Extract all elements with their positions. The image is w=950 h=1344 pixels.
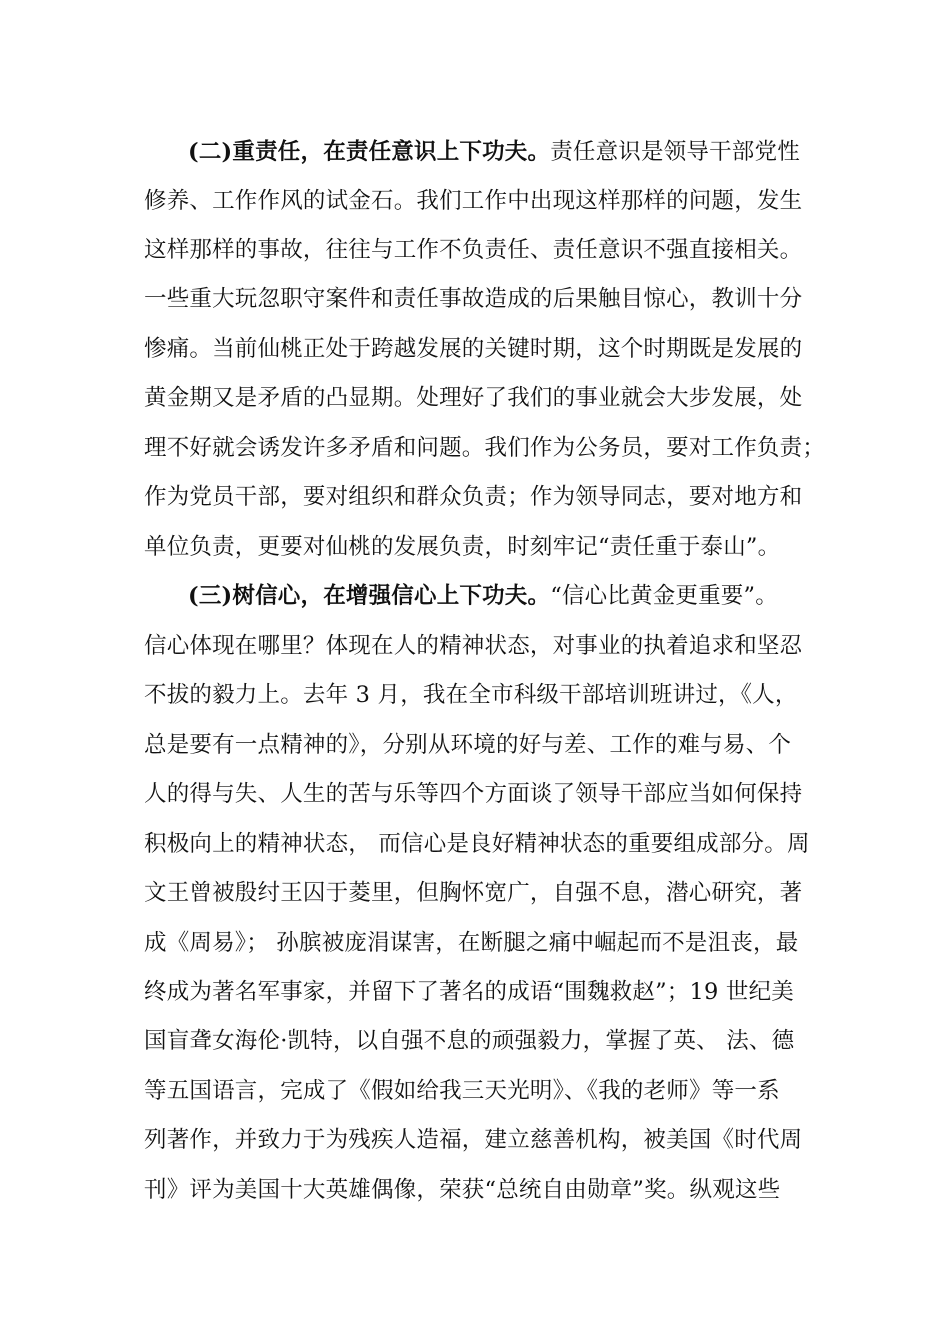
- section2-line-7: 作为党员干部，要对组织和群众负责；作为领导同志，要对地方和: [144, 484, 803, 510]
- section3-line-6: 文王曾被殷纣王囚于菱里，但胸怀宽广，自强不息，潜心研究，著: [144, 880, 803, 906]
- section2-line-6: 理不好就会诱发许多矛盾和问题。我们作为公务员，要对工作负责；: [144, 435, 826, 461]
- section2-line-1: 修养、工作作风的试金石。我们工作中出现这样那样的问题，发生: [144, 188, 803, 214]
- section2-first-line: [188, 137, 858, 167]
- section2-line-3: 一些重大玩忽职守案件和责任事故造成的后果触目惊心，教训十分: [144, 286, 803, 312]
- section3-line-8: 终成为著名军事家，并留下了著名的成语“围魏救赵”；19 世纪美: [144, 979, 794, 1005]
- section2-line-4: 惨痛。当前仙桃正处于跨越发展的关键时期，这个时期既是发展的: [144, 336, 803, 362]
- section3-line-4: 人的得与失、人生的苦与乐等四个方面谈了领导干部应当如何保持: [144, 781, 803, 807]
- section3-line-11: 列著作，并致力于为残疾人造福，建立慈善机构，被美国《时代周: [144, 1127, 803, 1153]
- section3-line-10: 等五国语言，完成了《假如给我三天光明》、《我的老师》等一系: [144, 1078, 780, 1104]
- section3-line-3: 总是要有一点精神的》，分别从环境的好与差、工作的难与易、个: [144, 732, 792, 758]
- section3-heading: (三)树信心，在增强信心上下功夫。: [188, 583, 551, 609]
- section3-line-0: “信心比黄金更重要”。: [550, 583, 778, 609]
- section3-line-12: 刊》评为美国十大英雄偶像，荣获“总统自由勋章”奖。纵观这些: [144, 1177, 781, 1203]
- section3-line-2: 不拔的毅力上。去年 3 月，我在全市科级干部培训班讲过，《人，: [144, 682, 798, 708]
- section3-line-5: 积极向上的精神状态， 而信心是良好精神状态的重要组成部分。周: [144, 831, 810, 857]
- section2-line-8: 单位负责，更要对仙桃的发展负责，时刻牢记“责任重于泰山”。: [144, 534, 781, 560]
- section2-line-5: 黄金期又是矛盾的凸显期。处理好了我们的事业就会大步发展，处: [144, 385, 803, 411]
- section2-heading: (二)重责任，在责任意识上下功夫。: [188, 139, 551, 165]
- section3-line-7: 成《周易》； 孙膑被庞涓谋害，在断腿之痛中崛起而不是沮丧，最: [144, 930, 799, 956]
- section3-line-9: 国盲聋女海伦·凯特，以自强不息的顽强毅力，掌握了英、 法、德: [144, 1028, 795, 1054]
- section3-line-1: 信心体现在哪里？体现在人的精神状态，对事业的执着追求和坚忍: [144, 633, 803, 659]
- section2-line-2: 这样那样的事故，往往与工作不负责任、责任意识不强直接相关。: [144, 237, 803, 263]
- section2-line-0: 责任意识是领导干部党性: [550, 139, 800, 165]
- section3-first-line: [188, 581, 858, 611]
